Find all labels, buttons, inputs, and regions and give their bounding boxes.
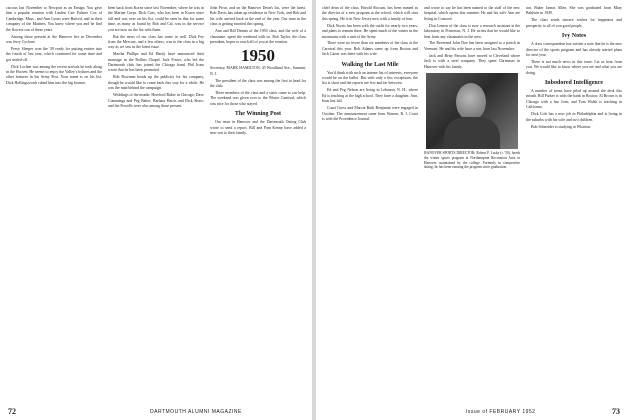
paragraph: ciscous last November to Newport as an Ensign. You gave him a popular reunion with Linden Cair Fulmer Cox of Cambridge, Mass., and Ann Lyons were Buford, and in their company of the Marines. You knew where you and he find the flowers can of these years. (6, 6, 102, 32)
section-heading: Ivy Notes (561, 33, 587, 40)
paragraph: Don Lemon of the class is now a research assistant at the laboratory in Princeton, N. J. He writes that he would like to hear from any classmates in the area. (424, 23, 520, 39)
paragraph: Martha Phillips and Ed Hardy have announced their marriage in the Rollins Chapel. Jack Foster, who led the Dartmouth club, has joined the Chicago band. Phil Irons wrote that he has been promoted. (108, 52, 204, 73)
photo-body (444, 117, 500, 149)
secretary-dateline: Secretary, MARK HAMILTON, 45 Woodland Ave., Summit, N. J. (210, 66, 306, 76)
paragraph: Jack and Betty Parsons have moved to Cleveland where Jack is with a steel company. They spent Christmas in Hanover with his family. (424, 53, 520, 69)
portrait-photo (426, 73, 518, 149)
paragraph: Among those present at the Hanover fire in December was Jerry Cyclone. (6, 34, 102, 44)
paragraph: Dick Cole has a new job in Philadelphia and is living in the suburbs with his wife and two children. (526, 112, 622, 122)
column-4 (322, 6, 418, 124)
paragraph: There were no fewer than six members of the class at the Carnival this year. Bob Adams came up from Boston and Jack Carter was there with his wife. (322, 41, 418, 57)
section-heading: Inbodored Intelligence (544, 80, 604, 87)
paragraph: Our man in Hanover and the Dartmouth Outing Club wrote to send a report. Bill and Pam Kenny have added a new son to their family. (210, 120, 306, 135)
paragraph: A number of items have piled up around the desk this month. Bill Parker is with the bank in Boston; Al Brown is in Chicago with a law firm; and Tom Walsh is teaching in California. (526, 89, 622, 110)
page-number: 72 (8, 407, 16, 416)
paragraph: But the news of our class has come in well. Dick Fey from the Mercury, and a few others, was in the class in a big way as we saw in the latest issue. (108, 34, 204, 50)
left-footer (0, 406, 312, 416)
right-footer (316, 406, 628, 416)
left-page (0, 0, 312, 420)
paragraph: Dick Lochen was among the recent arrivals he took along in the Hoover. He seems to enjoy the Valley's bylines and the other features in his Army Post. Your name is on his list. Dick Hollingsworth cubed him into the big bounce. (6, 64, 102, 85)
paragraph: You'd think with such an intense list of interests, everyone would be on the ballot. But with only a few exceptions, the list is short and the reports are few and far between. (322, 70, 418, 86)
paragraph: The president of the class was among the first to head for the club. (210, 78, 306, 89)
column-5 (424, 6, 520, 172)
paragraph: Ann and Bill Dennis of the 1950 class, and the wife of a classmate, spent the weekend with us. Bob Taylor, the class president, hopes to reach all of you at the reunion. (210, 29, 306, 44)
paragraph: been back from Korea since last November, where he was in the Marine Corps. Dick Cass, who has been in Korea since fall and was over on his list, could be seen in that for some time, as many as found by Bob and Cal, was in the service you are now on the list with them. (108, 6, 204, 32)
column-1 (6, 6, 102, 88)
column-6 (526, 6, 622, 131)
page-number: 73 (612, 407, 620, 416)
paragraph: Three members of the class and a sister came to our help. The weekend was given over to the Winter Carnival, which was nice for those who stayed. (210, 90, 306, 106)
paragraph: Bob Schneider is studying at Wharton. (531, 124, 592, 129)
issue-date: Issue of FEBRUARY 1952 (466, 409, 536, 415)
class-year-heading: 1950 (241, 45, 275, 65)
paragraph: The Reverend John Doe has been assigned to a parish in Vermont. He and his wife have a son, born last November. (424, 41, 520, 51)
paragraph: Ed and Peg Nelson are living in Lebanon, N. H., where Ed is teaching at the high school. They have a daughter, Ann, born last fall. (322, 88, 418, 104)
paragraph: There is not much news in this issue. Let us hear from you. We would like to know where you are and what you are doing. (526, 59, 622, 75)
paragraph: Dick Norris has been with the outfit for nearly two years, and plans to remain there. He spent much of the winter in the mountains with a unit of the Army. (322, 23, 418, 39)
section-heading: The Winning Post (234, 111, 282, 118)
paragraph: Weddings of the month: Hereford Baker in Chicago; Dave Cummings and Peg Baker; Barbara Harris and Dick Shaw; and the Powells were also among those present. (108, 93, 204, 108)
paragraph: ton, Baker Jamas Allen. She was graduated from Mary Baldwin in 1949. (526, 6, 622, 16)
column-3 (210, 6, 306, 138)
magazine-title: DARTMOUTH ALUMNI MAGAZINE (150, 409, 242, 415)
paragraph: Court Gross and Marcia Ruth Benjamin were engaged in October. The announcement came from Warren, R. I. Court is with the Providence Journal. (322, 106, 418, 121)
right-page (316, 0, 628, 420)
paragraph: Bob Bowman heads up the publicity for his company, though he would like to come back this way for a while. He was the man behind the campaign. (108, 75, 204, 91)
paragraph: The class sends sincere wishes for happiness and prosperity to all of you good people. (526, 18, 622, 28)
column-2 (108, 6, 204, 111)
section-heading: Walking the Last Mile (341, 61, 399, 68)
paragraph: and wrote to say he has been named to the staff of the new hospital, which opens this summer. He and his wife Ann are living in Concord. (424, 6, 520, 21)
photo-caption: HANOVER SPORTS DIRECTOR: Robert P. Lasky (r. '50), heads the winter sports program at Northampton Recreation Area in Hanover, maintained by the college. Formerly in competitive skiing, he has been running the program since graduation. (424, 150, 520, 170)
photo-face (456, 83, 486, 121)
paragraph: A class correspondent has written a note that he is the new director of the sports program and has already started plans for next year. (526, 42, 622, 57)
paragraph: chief dean of the class, Harold Slocum, has been named as the director of a new program at the school, which will start this spring. He is in New Jersey now with a family of four. (322, 6, 418, 21)
paragraph: John Pivar, and on the Hanover Dean's list, were the latest. Bob Davis has taken up residence in New York, and Bob and his wife arrived back at the end of the year. Our man in the class is getting married this spring. (210, 6, 306, 27)
paragraph: Prexy Sleeper won the '49 ready for putting entries into the fourth of last year, which continued for some time and got sealed off. (6, 46, 102, 62)
